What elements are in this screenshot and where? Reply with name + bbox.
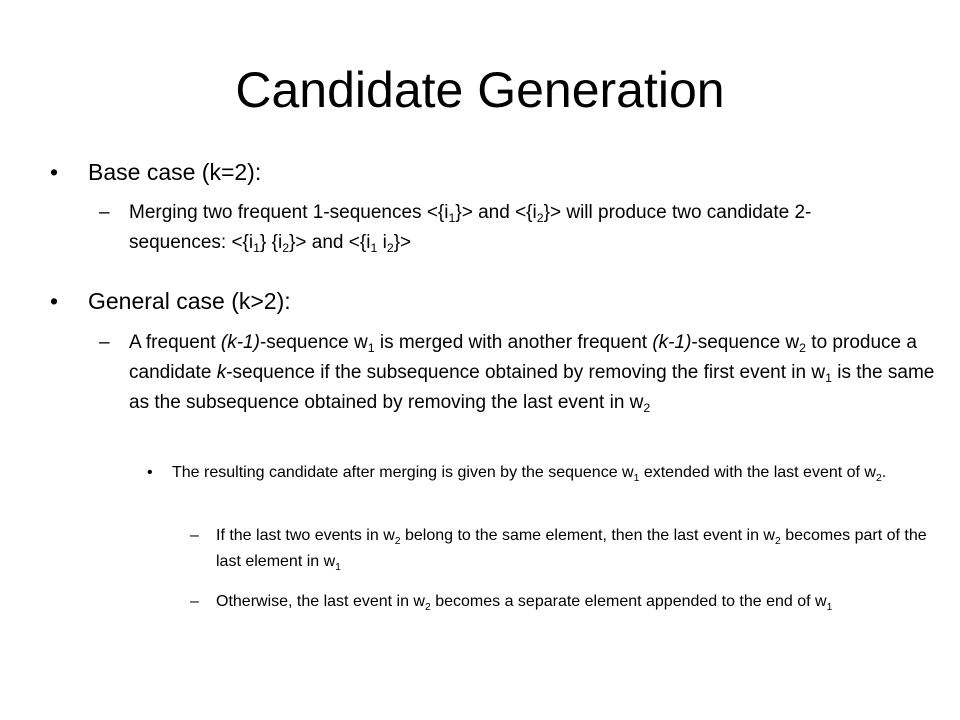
general-case-heading: General case (k>2): [88, 288, 291, 314]
bullet-icon: • [50, 288, 59, 314]
dash-icon: – [190, 593, 199, 610]
dash-icon: – [99, 332, 110, 353]
result-description: The resulting candidate after merging is given by the sequence $w_1$ extended with the last event of $w_2$. [172, 464, 887, 484]
rule-same-element: If the last two events in $w_2$ belong to the same element, then the last event in $w_2$ becomes part of the last element in $w_1$ [216, 527, 927, 573]
rule-separate-element: Otherwise, the last event in $w_2$ becomes a separate element appended to the end of $w_1$ [216, 593, 833, 613]
bullet-icon: • [50, 159, 59, 185]
bullet-icon: • [147, 464, 153, 481]
dash-icon: – [99, 202, 110, 223]
general-case-detail: A frequent (k-1)-sequence $w_1$ is merged with another frequent (k-1)-sequence $w_2$ to produce a candidate k-sequence if the subsequence obtained by removing the first event in $w_1$ is the same as the subsequence obtained by removing the last event in $w_2$ [129, 332, 935, 416]
dash-icon: – [190, 527, 199, 544]
base-case-detail: Merging two frequent 1-sequences $<\{i_1\}>$ and $<\{i_2\}>$ will produce two candidate 2-sequences: $<\{i_1\}$ $\{i_2\}>$ and $<\{i_1$ $i_2\}>$ [129, 202, 812, 256]
base-case-heading: Base case (k=2): [88, 159, 262, 185]
slide-title: Candidate Generation [235, 62, 725, 118]
